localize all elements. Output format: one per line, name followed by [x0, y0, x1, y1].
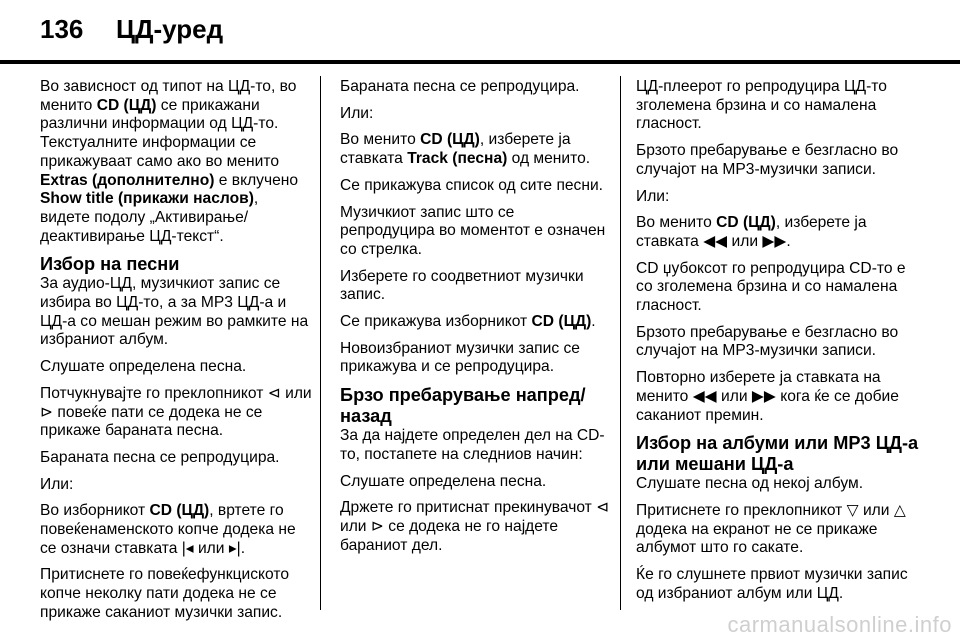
paragraph: Потчукнувајте го преклопникот ⊲ или ⊳ повеќе пати се додека не се прикаже бараната песна. [40, 384, 312, 440]
menu-term: Track (песна) [407, 150, 508, 168]
paragraph: За да најдете определен дел на CD-то, постапете на следниов начин: [340, 427, 605, 463]
menu-term: CD (ЦД) [420, 131, 480, 149]
menu-term: CD (ЦД) [531, 313, 592, 331]
menu-term: CD (ЦД) [149, 502, 210, 520]
watermark: carmanualsonline.info [727, 612, 952, 637]
menu-term: Show title (прикажи наслов) [40, 190, 254, 208]
page-title: ЦД-уред [116, 14, 224, 44]
paragraph: Или: [40, 475, 74, 493]
paragraph: Слушате песна од некој албум. [636, 475, 864, 493]
paragraph-intro: Во зависност од типот на ЦД-то, во менито CD (ЦД) се прикажани различни информации од ЦД-то. Текстуалните информации се прикажуваат само ако во менито Extras (дополнително) е вклучено Show title (прикажи наслов), видете подолу „Активирање/ деактивирање ЦД-текст“. [40, 78, 299, 245]
rewind-icon: ◀◀ [692, 387, 717, 405]
column-2 [340, 78, 612, 563]
section-heading-fast-search: Брзо пребарување напред/ назад [340, 385, 586, 427]
seek-right-icon: ⊳ [40, 403, 54, 421]
header-rule [0, 60, 960, 64]
paragraph: Се прикажува изборникот CD (ЦД). [340, 313, 596, 331]
paragraph: Бараната песна се репродуцира. [340, 78, 580, 95]
paragraph: Бараната песна се репродуцира. [40, 448, 280, 466]
column-divider-2 [620, 76, 621, 610]
page-number: 136 [40, 14, 84, 44]
paragraph: Во изборникот CD (ЦД), вртете го повеќенаменското копче додека не се означи ставката |◂ или ▸|. [40, 502, 296, 557]
section-heading-track-selection: Избор на песни [40, 254, 180, 275]
paragraph: Брзото пребарување е безгласно во случајот на MP3-музички записи. [636, 142, 899, 178]
skip-back-icon: |◂ [181, 539, 194, 557]
column-3 [636, 78, 926, 611]
paragraph: Ќе го слушнете првиот музички запис од избраниот албум или ЦД. [636, 566, 908, 602]
paragraph: Во менито CD (ЦД), изберете ја ставката ◀◀ или ▶▶. [636, 214, 867, 250]
paragraph: Притиснете го повеќефункциското копче неколку пати додека не се прикаже саканиот музички запис. [40, 566, 290, 621]
skip-forward-icon: ▸| [228, 539, 241, 557]
paragraph: Или: [340, 104, 374, 122]
paragraph: Повторно изберете ја ставката на менито ◀◀ или ▶▶ кога ќе се добие саканиот премин. [636, 369, 899, 424]
paragraph: ЦД-плеерот го репродуцира ЦД-то зголемена брзина и со намалена гласност. [636, 78, 887, 133]
paragraph: Музичкиот запис што се репродуцира во моментот е означен со стрелка. [340, 203, 606, 258]
paragraph: Притиснете го преклопникот ▽ или △ додека на екранот не се прикаже албумот што го сакате. [636, 501, 906, 557]
paragraph: Држете го притиснат прекинувачот ⊲ или ⊳ се додека не го најдете бараниот дел. [340, 499, 610, 554]
menu-term: CD (ЦД) [96, 96, 157, 114]
paragraph: За аудио-ЦД, музичкиот запис се избира во ЦД-то, а за MP3 ЦД-а и ЦД-а со мешан режим во рамките на избраниот албум. [40, 275, 309, 349]
paragraph: CD џубоксот го репродуцира CD-то е со зголемена брзина и со намалена гласност. [636, 259, 906, 315]
seek-right-icon: ⊳ [370, 517, 384, 535]
section-heading-album-selection: Избор на албуми или MP3 ЦД-а или мешани ЦД-а [636, 433, 919, 475]
paragraph: Слушате определена песна. [40, 358, 247, 376]
paragraph: Се прикажува список од сите песни. [340, 176, 604, 194]
seek-left-icon: ⊲ [267, 384, 281, 402]
paragraph: Новоизбраниот музички запис се прикажува и се репродуцира. [340, 339, 580, 376]
paragraph: Изберете го соодветниот музички запис. [340, 267, 584, 304]
up-icon: △ [893, 501, 906, 519]
menu-term: Extras (дополнително) [40, 171, 215, 189]
paragraph: Во менито CD (ЦД), изберете ја ставката Track (песна) од менито. [340, 131, 591, 168]
rewind-icon: ◀◀ [703, 232, 728, 250]
column-divider-1 [320, 76, 321, 610]
column-1 [40, 78, 312, 631]
paragraph: Брзото пребарување е безгласно во случајот на MP3-музички записи. [636, 323, 899, 360]
menu-term: CD (ЦД) [716, 214, 776, 232]
seek-left-icon: ⊲ [596, 499, 610, 517]
page-header [0, 0, 960, 60]
down-icon: ▽ [846, 501, 859, 519]
fast-forward-icon: ▶▶ [762, 232, 787, 250]
fast-forward-icon: ▶▶ [751, 387, 776, 405]
paragraph: Или: [636, 187, 670, 205]
paragraph: Слушате определена песна. [340, 472, 547, 490]
